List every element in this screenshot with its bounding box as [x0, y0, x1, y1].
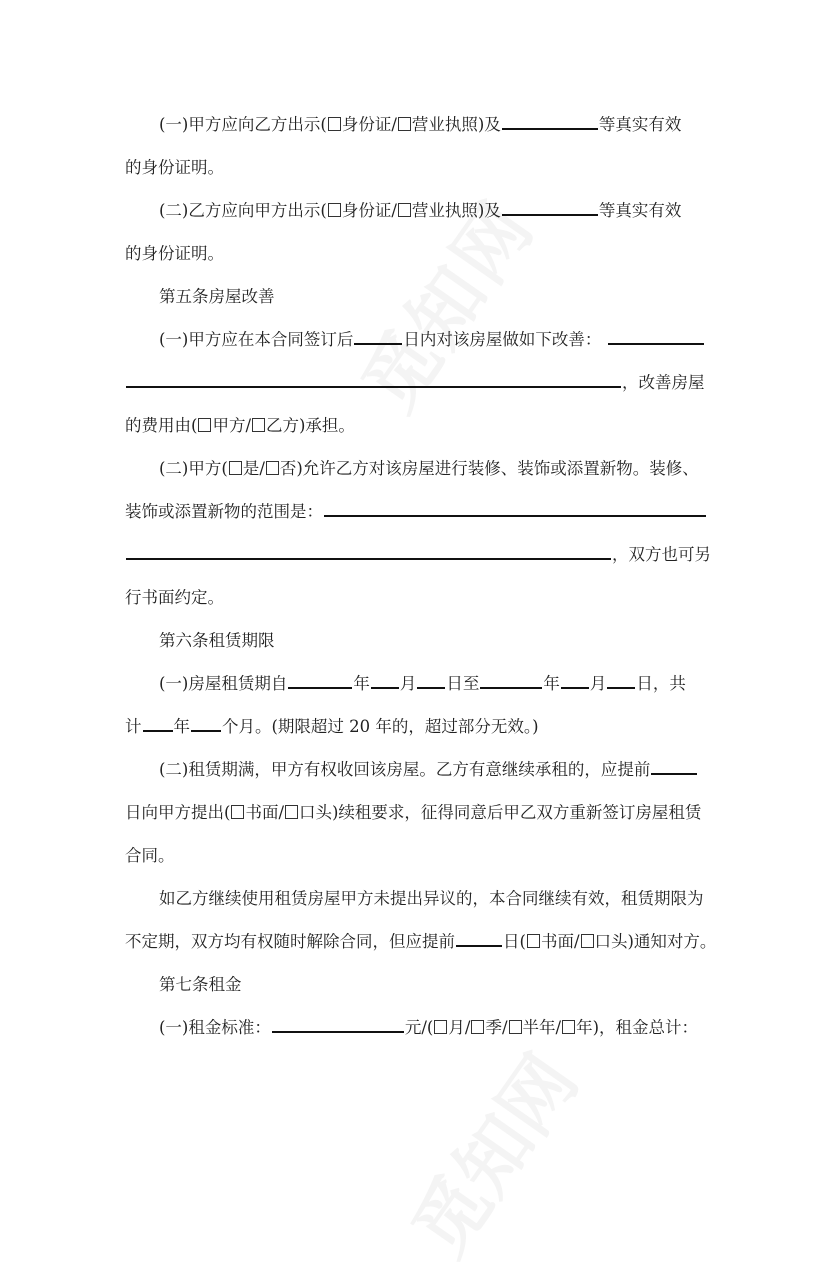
text: 的费用由(: [125, 416, 198, 435]
article-6-s3-line-2: [125, 927, 717, 957]
text: 半年/: [522, 1018, 562, 1037]
blank-field[interactable]: [561, 669, 589, 689]
article-7-title: 第七条租金: [159, 975, 242, 994]
article-5-s2-line-2: [125, 497, 710, 527]
text: 甲方/: [212, 416, 251, 435]
text: 乙方)承担。: [266, 416, 355, 435]
article-6-s1-line-2: [125, 712, 710, 742]
blank-field[interactable]: [126, 368, 621, 388]
text: 否)允许乙方对该房屋进行装修、装饰或添置新物。装修、: [279, 459, 699, 478]
text: (一)甲方应在本合同签订后: [159, 330, 354, 349]
text: 月: [589, 674, 607, 693]
blank-field[interactable]: [371, 669, 399, 689]
checkbox-icon[interactable]: [471, 1020, 484, 1034]
text: 书面/: [245, 803, 284, 822]
checkbox-icon[interactable]: [231, 805, 244, 819]
checkbox-icon[interactable]: [328, 117, 341, 131]
article-5-s1-line-2: [125, 368, 710, 398]
text: 身份证/: [341, 201, 397, 220]
clause-2-line-2: 的身份证明。: [125, 244, 224, 263]
blank-field[interactable]: [608, 325, 704, 345]
text: 年)，租金总计：: [576, 1018, 698, 1037]
blank-field[interactable]: [272, 1013, 404, 1033]
checkbox-icon[interactable]: [266, 461, 279, 475]
article-5-s1-line-1: [159, 325, 710, 355]
blank-field[interactable]: [417, 669, 445, 689]
text: 日向甲方提出(: [125, 803, 231, 822]
blank-field[interactable]: [456, 927, 502, 947]
checkbox-icon[interactable]: [527, 934, 540, 948]
checkbox-icon[interactable]: [434, 1020, 447, 1034]
text: 计: [125, 717, 142, 736]
text: ，双方也可另: [612, 545, 711, 564]
article-6-s3-line-1: 如乙方继续使用租赁房屋甲方未提出异议的，本合同继续有效，租赁期限为: [159, 889, 704, 908]
text: (二)甲方(: [159, 459, 228, 478]
checkbox-icon[interactable]: [398, 203, 411, 217]
text: (一)租金标准：: [159, 1018, 271, 1037]
text: 日(: [503, 932, 526, 951]
article-6-s2-line-3: 合同。: [125, 846, 175, 865]
checkbox-icon[interactable]: [509, 1020, 522, 1034]
checkbox-icon[interactable]: [581, 934, 594, 948]
blank-field[interactable]: [324, 497, 706, 517]
text: 身份证/: [341, 115, 397, 134]
text: 年: [173, 717, 190, 736]
blank-field[interactable]: [143, 712, 173, 732]
checkbox-icon[interactable]: [328, 203, 341, 217]
blank-field[interactable]: [354, 325, 402, 345]
article-6-title: 第六条租赁期限: [159, 631, 275, 650]
text: 等真实有效: [598, 115, 682, 134]
clause-1-line-1: [159, 110, 710, 140]
text: (二)乙方应向甲方出示(: [159, 201, 327, 220]
checkbox-icon[interactable]: [562, 1020, 575, 1034]
blank-field[interactable]: [651, 755, 697, 775]
text: 月: [399, 674, 417, 693]
blank-field[interactable]: [480, 669, 542, 689]
text: 年: [543, 674, 560, 693]
blank-field[interactable]: [126, 540, 611, 560]
checkbox-icon[interactable]: [229, 461, 242, 475]
article-5-s2-line-1: [159, 454, 710, 484]
checkbox-icon[interactable]: [198, 418, 211, 432]
text: (一)房屋租赁期自: [159, 674, 288, 693]
text: 日至: [446, 674, 480, 693]
text: 日内对该房屋做如下改善：: [403, 330, 602, 349]
text: 年: [353, 674, 370, 693]
text: (一)甲方应向乙方出示(: [159, 115, 327, 134]
blank-field[interactable]: [191, 712, 221, 732]
text: 季/: [485, 1018, 508, 1037]
text: 月/: [448, 1018, 471, 1037]
blank-field[interactable]: [502, 196, 598, 216]
text: 不定期，双方均有权随时解除合同，但应提前: [125, 932, 455, 951]
watermark-bottom: [383, 1032, 596, 1273]
text: 书面/: [540, 932, 580, 951]
article-6-s2-line-2: [125, 798, 710, 828]
text: (二)租赁期满，甲方有权收回该房屋。乙方有意继续承租的，应提前: [159, 760, 651, 779]
clause-2-line-1: [159, 196, 710, 226]
checkbox-icon[interactable]: [252, 418, 265, 432]
article-5-s2-line-3: [125, 540, 710, 570]
text: 个月。(期限超过 20 年的，超过部分无效。): [222, 717, 539, 736]
blank-field[interactable]: [288, 669, 352, 689]
article-5-title: 第五条房屋改善: [159, 287, 275, 306]
article-5-s2-line-4: 行书面约定。: [125, 588, 224, 607]
blank-field[interactable]: [607, 669, 635, 689]
text: 装饰或添置新物的范围是：: [125, 502, 323, 521]
checkbox-icon[interactable]: [398, 117, 411, 131]
article-6-s2-line-1: [159, 755, 710, 785]
article-6-s1-line-1: [159, 669, 710, 699]
text: 口头)通知对方。: [594, 932, 717, 951]
blank-field[interactable]: [502, 110, 598, 130]
text: 口头)续租要求，征得同意后甲乙双方重新签订房屋租赁: [299, 803, 702, 822]
text: 是/: [242, 459, 265, 478]
text: 营业执照)及: [411, 201, 501, 220]
checkbox-icon[interactable]: [285, 805, 298, 819]
text: 等真实有效: [598, 201, 682, 220]
text: ，改善房屋: [622, 373, 705, 392]
text: 元/(: [404, 1018, 434, 1037]
article-5-s1-line-3: [125, 411, 710, 441]
clause-1-line-2: 的身份证明。: [125, 158, 224, 177]
article-7-s1-line-1: [159, 1013, 710, 1043]
text: 营业执照)及: [411, 115, 501, 134]
text: 日，共: [636, 674, 686, 693]
